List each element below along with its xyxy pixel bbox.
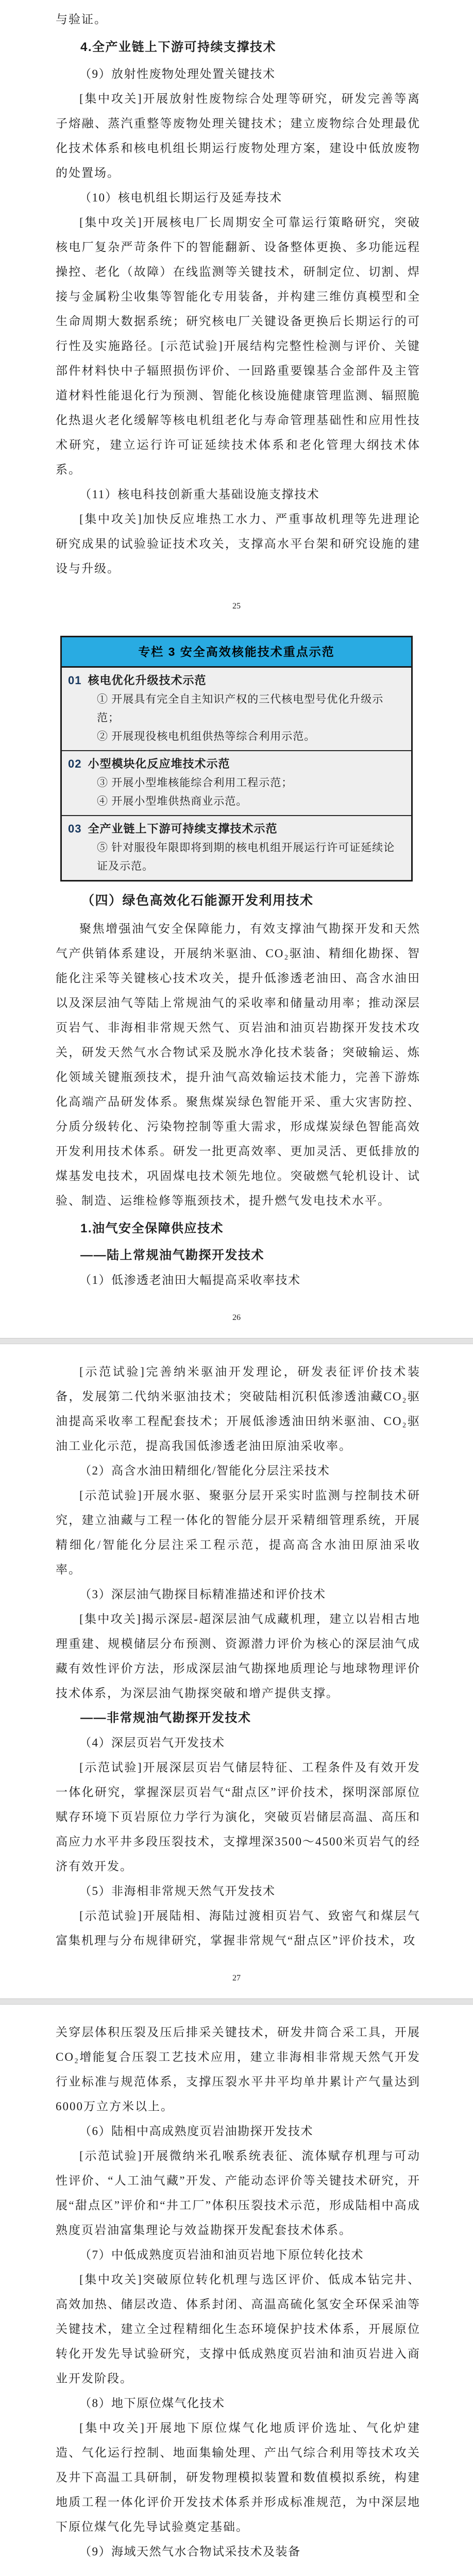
box-section <box>62 668 411 750</box>
sub-heading: （10）核电机组长期运行及延寿技术 <box>79 191 282 204</box>
sub-heading: （2）高含水油田精细化/智能化分层注采技术 <box>79 1464 330 1477</box>
box-section-title: 小型模块化反应堆技术示范 <box>88 757 230 770</box>
paragraph-continued: 与验证。 <box>56 13 107 26</box>
sub-heading: （7）中低成熟度页岩油和油页岩地下原位转化技术 <box>79 2248 364 2261</box>
sub-heading: （11）核电科技创新重大基础设施支撑技术 <box>79 488 320 501</box>
sub-heading: （5）非海相非常规天然气开发技术 <box>79 1885 276 1897</box>
page-number: 26 <box>232 1313 241 1322</box>
box-section-head <box>68 671 403 690</box>
box-list-item: ① 开展具有完全自主知识产权的三代核电型号优化升级示范； <box>97 693 384 724</box>
sub-heading: （4）深层页岩气开发技术 <box>79 1736 225 1749</box>
page-separator <box>0 1338 473 1344</box>
box-list-item: ⑤ 针对服役年限即将到期的核电机组开展运行许可证延续论证及示范。 <box>97 841 395 872</box>
box-section-title: 全产业链上下游可持续支撑技术示范 <box>88 822 278 835</box>
box-list-item: ④ 开展小型堆供热商业示范。 <box>97 795 248 807</box>
sub-heading: （3）深层油气勘探目标精准描述和评价技术 <box>79 1588 326 1601</box>
page-separator <box>0 1998 473 2005</box>
paragraph-continued: 关穿层体积压裂及压后排采关键技术，研发井筒合采工具，开展CO₂增能复合压裂工艺技术应用，建立非海相非常规天然气开发行业标准与规范体系，支撑压裂水平井平均单井累计产气量达到6000万立方米以上。 <box>56 2026 420 2113</box>
paragraph: [示范试验]开展微纳米孔喉系统表征、流体赋存机理与可动性评价、“人工油气藏”开发、产能动态评价等关键技术研究，开展“甜点区”评价和“井工厂”体积压裂技术示范，形成陆相中高成熟度页岩油富集理论与效益勘探开发配套技术体系。 <box>56 2149 420 2236</box>
sub-heading: （9）海域天然气水合物试采技术及装备 <box>79 2545 301 2558</box>
highlight-box-title: 专栏 3 安全高效核能技术重点示范 <box>62 637 411 668</box>
paragraph: [集中攻关]开展地下原位煤气化地质评价选址、气化炉建造、气化运行控制、地面集输处理、产出气综合利用等技术攻关及井下高温工具研制，研发物理模拟装置和数值模拟系统，构建地质工程一体化评价开发技术体系并形成标准规范，为中深层地下原位煤气化先导试验奠定基础。 <box>56 2421 420 2533</box>
paragraph: [示范试验]开展水驱、聚驱分层开采实时监测与控制技术研究，建立油藏与工程一体化的智能分层开采精细管理系统，开展精细化/智能化分层注采工程示范，提高高含水油田原油采收率。 <box>56 1489 420 1576</box>
paragraph: [集中攻关]突破原位转化机理与选区评价、低成本钻完井、高效加热、储层改造、体系封闭、高温高硫化氢安全环保采油等关键技术，建立全过程精细化生态环境保护技术体系，开展原位转化开发先导试验研究，支撑中低成熟度页岩油和油页岩进入商业开发阶段。 <box>56 2273 420 2385</box>
paragraph: 聚焦增强油气安全保障能力，有效支撑油气勘探开发和天然气产供销体系建设，开展纳米驱油、CO₂驱油、精细化勘探、智能化注采等关键核心技术攻关，提升低渗透老油田、高含水油田以及深层油气等陆上常规油气的采收率和储量动用率；推动深层页岩气、非海相非常规天然气、页岩油和油页岩勘探开发技术攻关，研发天然气水合物试采及脱水净化技术装备；突破输运、炼化领域关键瓶颈技术，提升油气高效输运技术能力，完善下游炼化高端产品研发体系。聚焦煤炭绿色智能开采、重大灾害防控、分质分级转化、污染物控制等重大需求，形成煤炭绿色智能高效开发利用技术体系。研发一批更高效率、更加灵活、更低排放的煤基发电技术，巩固煤电技术领先地位。突破燃气轮机设计、试验、制造、运维检修等瓶颈技术，提升燃气发电技术水平。 <box>56 922 420 1207</box>
page-number: 25 <box>232 602 241 611</box>
sub-heading: （6）陆相中高成熟度页岩油勘探开发技术 <box>79 2125 313 2138</box>
page-number: 27 <box>232 1974 241 1982</box>
highlight-box <box>60 636 413 882</box>
box-section-title: 核电优化升级技术示范 <box>88 674 207 687</box>
dash-heading: ——非常规油气勘探开发技术 <box>80 1711 251 1725</box>
sub-heading: （8）地下原位煤气化技术 <box>79 2397 225 2410</box>
paragraph: [示范试验]开展深层页岩气储层特征、工程条件及有效开发一体化研究，掌握深层页岩气“甜点区”评价技术，探明深部原位赋存环境下页岩原位力学行为演化，突破页岩储层高温、高压和高应力水平井多段压裂技术，支撑埋深3500～4500米页岩气的经济有效开发。 <box>56 1761 420 1873</box>
box-section-number: 01 <box>68 674 82 687</box>
box-section-head <box>68 755 403 773</box>
box-section-number: 03 <box>68 822 82 835</box>
box-section <box>62 750 411 815</box>
dash-heading: ——陆上常规油气勘探开发技术 <box>80 1248 264 1262</box>
section-heading: 4.全产业链上下游可持续支撑技术 <box>80 40 277 54</box>
paragraph: [示范试验]开展陆相、海陆过渡相页岩气、致密气和煤层气富集机理与分布规律研究，掌握非常规气“甜点区”评价技术，攻 <box>56 1909 420 1947</box>
chapter-heading: （四）绿色高效化石能源开发利用技术 <box>81 893 314 908</box>
sub-heading: （1）低渗透老油田大幅提高采收率技术 <box>79 1274 301 1286</box>
box-list-item: ② 开展现役核电机组供热等综合利用示范。 <box>97 730 316 742</box>
paragraph: [集中攻关]加快反应堆热工水力、严重事故机理等先进理论研究成果的试验验证技术攻关，支撑高水平台架和研究设施的建设与升级。 <box>56 513 420 575</box>
paragraph: [示范试验]完善纳米驱油开发理论，研发表征评价技术装备，发展第二代纳米驱油技术；突破陆相沉积低渗透油藏CO₂驱油提高采收率工程配套技术；开展低渗透油田纳米驱油、CO₂驱油工业化示范，提高我国低渗透老油田原油采收率。 <box>56 1365 420 1452</box>
paragraph: [集中攻关]开展核电厂长周期安全可靠运行策略研究，突破核电厂复杂严苛条件下的智能翻新、设备整体更换、多功能远程操控、老化（故障）在线监测等关键技术，研制定位、切割、焊接与金属粉尘收集等智能化专用装备，并构建三维仿真模型和全生命周期大数据系统；研究核电厂关键设备更换后长期运行的可行性及实施路径。[示范试验]开展结构完整性检测与评价、关键部件材料快中子辐照损伤评价、一回路重要镍基合金部件及主管道材料性能退化行为预测、智能化核设施健康管理监测、辐照脆化热退火老化缓解等核电机组老化与寿命管理基础性和应用性技术研究，建立运行许可证延续技术体系和老化管理大纲技术体系。 <box>56 216 420 476</box>
paragraph: [集中攻关]开展放射性废物综合处理等研究，研发完善等离子熔融、蒸汽重整等废物处理关键技术；建立废物综合处理最优化技术体系和核电机组长期运行废物处理方案，建设中低放废物的处置场。 <box>56 92 420 179</box>
box-list-item: ③ 开展小型堆核能综合利用工程示范； <box>97 776 293 789</box>
section-heading: 1.油气安全保障供应技术 <box>80 1222 224 1235</box>
box-section <box>62 815 411 880</box>
document-blocks <box>0 7 473 2576</box>
box-section-number: 02 <box>68 757 82 770</box>
paragraph: [集中攻关]揭示深层-超深层油气成藏机理，建立以岩相古地理重建、规模储层分布预测、资源潜力评价为核心的深层油气成藏有效性评价方法，形成深层油气勘探地质理论与地球物理评价技术体系，为深层油气勘探突破和增产提供支撑。 <box>56 1613 420 1700</box>
box-section-head <box>68 820 403 838</box>
sub-heading: （9）放射性废物处理处置关键技术 <box>79 67 276 80</box>
